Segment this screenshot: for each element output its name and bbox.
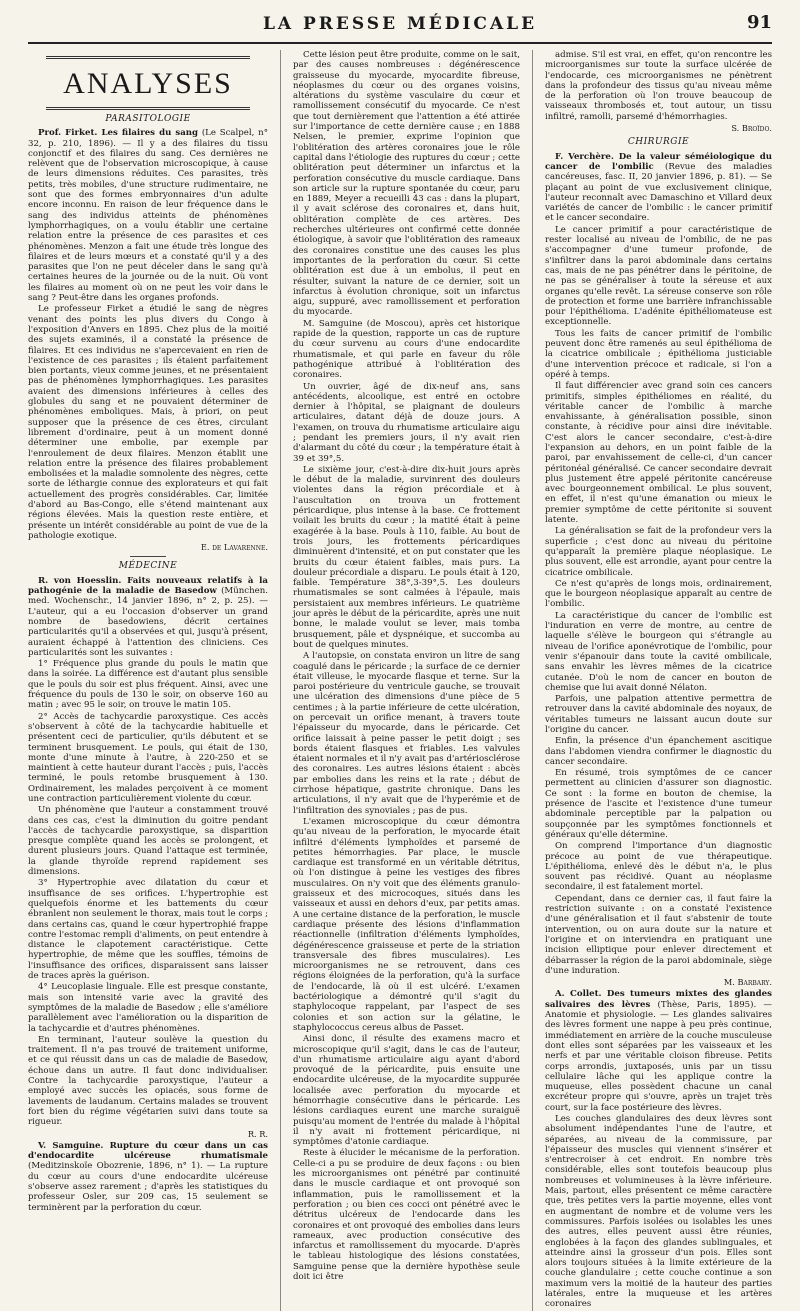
paragraph: Le professeur Firket a étudié le sang de nègres venant des points les plus divers du Congo à l'exposition d'Anvers en 1895. Chez plus de la moitié des sujets examinés, il a constaté la présence de filaires. Et ces individus ne s'apercevaient en rien de l'existence de ces parasites ; ils étaient parfaitement bien portants, vieux comme jeunes, et ne présentaient pas de phénomènes lymphorrhagiques. Les parasites avaient des dimensions inférieures à celles des globules du sang et ne pouvaient déterminer de phénomènes emboliques. Mais, à priori, on peut supposer que la présence de ces êtres, circulant librement d'ordinaire, peut à un moment donné déterminer une embolie, par exemple par l'enroulement de deux filaires. Menzon établit une relation entre la présence des filaires probablement embolisées et la maladie somnolente des nègres, cette sorte de léthargie connue des explorateurs et qui fait actuellement des progrès considérables. Car, limitée d'abord au Bas-Congo, elle s'étend maintenant aux régions élevées. Mais la question reste entière, et présente un intérêt considérable au point de vue de la pathologie exotique. [28, 304, 268, 541]
article-verchere [545, 152, 772, 224]
section-title-medecine: MÉDECINE [118, 561, 178, 572]
paragraph: Reste à élucider le mécanisme de la perforation. Celle-ci a pu se produire de deux façons : ou bien les microorganismes ont pénétré par continuité dans le muscle cardiaque et ont provoqué son inflammation, puis le ramollissement et la perforation ; ou bien ces cocci ont pénétré avec le détritus ulcéreux de l'endocarde dans les coronaires et ont provoqué des embolies dans leurs rameaux, avec production consécutive des infarctus et ramollissement du myocarde. D'après le tableau histologique des lésions constatées, Samguine pense que la dernière hypothèse seule doit ici être [293, 1148, 520, 1283]
divider [130, 556, 166, 557]
paragraph: 2° Accès de tachycardie paroxystique. Ces accès s'observent à côté de la tachycardie habituelle et présentent ceci de particulier, qu'ils débutent et se terminent brusquement. Le pouls, qui était de 130, monte d'une minute à l'autre, à 220-250 et se maintient à cette hauteur durant l'accès ; puis, l'accès terminé, le pouls retombe brusquement à 130. Ordinairement, les malades perçoivent à ce moment une contraction particulièrement violente du cœur. [28, 711, 268, 804]
article-heading: A. Collet. Des tumeurs mixtes des glandes salivaires des lèvres [545, 989, 772, 1010]
paragraph: Tous les faits de cancer primitif de l'ombilic peuvent donc être ramenés au seul épithélioma de la cicatrice ombilicale ; épithélioma justiciable d'une intervention précoce et radicale, si l'on a opéré à temps. [545, 328, 772, 380]
paragraph: 4° Leucoplasie linguale. Elle est presque constante, mais son intensité varie avec la gravité des symptômes de la maladie de Basedow ; elle s'améliore parallèlement avec l'amélioration ou la disparition de la tachycardie et d'autres phénomènes. [28, 982, 268, 1034]
article-samguine [28, 1141, 268, 1213]
signature: R. R. [247, 1128, 268, 1139]
paragraph: Les couches glandulaires des deux lèvres sont absolument indépendantes l'une de l'autre, et séparées, au niveau de la commissure, par l'épaisseur des muscles qui viennent s'insérer et s'entrecroiser à cet endroit. En nombre très considérable, elles sont toutefois beaucoup plus nombreuses et volumineuses à la lèvre inférieure. Mais, partout, elles présentent ce même caractère que, très petites vers la partie moyenne, elles vont en augmentant de nombre et de volume vers les commissures. Parfois isolées ou isolables les unes des autres, elles peuvent aussi être réunies, englobées à la façon des glandes sublinguales, et atteindre ainsi la grosseur d'un pois. Elles sont alors toujours situées à la limite extérieure de la couche glandulaire ; cette couche continue a son maximum vers la moitié de la hauteur des parties latérales, entre la muqueuse et les artères coronaires [545, 1113, 772, 1310]
paragraph: Ainsi donc, il résulte des examens macro et microscopique qu'il s'agit, dans le cas de l'auteur, d'un rhumatisme articulaire aigu ayant d'abord provoqué de la péricardite, puis ensuite une endocardite ulcéreuse, de la myocardite suppurée localisée avec perforation du myocarde et hémorrhagie consécutive dans le péricarde. Les lésions cardiaques eurent une marche suraiguë puisqu'au moment de l'entrée du malade à l'hôpital il n'y avait ni frottement péricardique, ni symptômes d'atonie cardiaque. [293, 1034, 520, 1148]
paragraph: 1° Fréquence plus grande du pouls le matin que dans la soirée. La différence est d'autant plus sensible que le pouls du soir est plus fréquent. Ainsi, avec une fréquence du pouls de 130 le soir, on observe 160 au matin ; avec 95 le soir, on trouve le matin 105. [28, 659, 268, 711]
signature: M. Barbary. [723, 977, 772, 988]
heading-rule-top [46, 56, 250, 59]
paragraph: En résumé, trois symptômes de ce cancer permettent au clinicien d'assurer son diagnostic. Ce sont : la forme en bouton de chemise, la présence de l'ascite et l'existence d'une tumeur abdominale perceptible par la palpation ou soupçonnée par les symptômes fonctionnels et généraux qu'elle détermine. [545, 768, 772, 840]
section-title-parasitologie: PARASITOLOGIE [105, 114, 191, 124]
article-heading: V. Samguine. Rupture du cœur dans un cas d'endocardite ulcéreuse rhumatismale [28, 1140, 268, 1162]
paragraph: En terminant, l'auteur soulève la question du traitement. Il n'a pas trouvé de traitement uniforme, et ce qui réussit dans un cas de maladie de Basedow, échoue dans un autre. Il faut donc individualiser. Contre la tachycardie paroxystique, l'auteur a employé avec succès les opiacés, sous forme de lavements de laudanum. Certains malades se trouvent fort bien du régime végétarien suivi dans toute sa rigueur. [28, 1034, 268, 1128]
article-text: (Revue des maladies cancéreuses, fasc. II, 20 janvier 1896, p. 81). — Se plaçant au point de vue exclusivement clinique, l'auteur reconnaît avec Damaschino et Villard deux variétés de cancer de l'ombilic : le cancer primitif et le cancer secondaire. [545, 161, 772, 224]
paragraph: L'examen microscopique du cœur démontra qu'au niveau de la perforation, le myocarde était infiltré d'éléments lymphoïdes et parsemé de petites hémorrhagies. Par place, le muscle cardiaque est transformé en un véritable détritus, où l'on distingue à peine les vestiges des fibres musculaires. On n'y voit que des éléments granulo-graisseux et des microcoques, situés dans les vaisseaux et aussi en dehors d'eux, par petits amas. A une certaine distance de la perforation, le muscle cardiaque présente des lésions d'inflammation réactionnelle (infiltration d'éléments lymphoïdes, dégénérescence graisseuse et perte de la striation transversale des fibres musculaires). Les microorganismes ne se retrouvent, dans ces régions éloignées de la perforation, qu'à la surface de l'endocarde, là où il est ulcéré. L'examen bactériologique a démontré qu'il s'agit du staphylocoque rappelant, par l'aspect de ses colonies et son action sur la gélatine, le staphylococcus cereus albus de Passet. [293, 816, 520, 1033]
paragraph: Le sixième jour, c'est-à-dire dix-huit jours après le début de la maladie, survinrent des douleurs violentes dans la région précordiale et à l'auscultation on trouva un frottement péricardique, plus intense à la base. Ce frottement voilait les bruits du cœur ; la matité était à peine exagérée à la base. Pouls à 110, faible. Au bout de trois jours, les frottements péricardiques diminuèrent d'intensité, et on put constater que les bruits du cœur étaient faibles, mais purs. La douleur précordiale a disparu. Le pouls était à 120, faible. Température 38°,3-39°,5. Les douleurs rhumatismales se sont calmées à l'épaule, mais persistaient aux membres inférieurs. Le quatrième jour après le début de la péricardite, après une nuit bonne, le malade voulut se lever, mais tomba brusquement, pâle et dyspnéique, et succomba au bout de quelques minutes. [293, 464, 520, 650]
paragraph: Cependant, dans ce dernier cas, il faut faire la restriction suivante : on a constaté l'existence d'une généralisation et il faut s'abstenir de toute intervention, ou on aura doute sur la nature et l'origine et on interviendra en pratiquant une incision elliptique pour enlever directement et débarrasser la région de la paroi abdominale, siège d'une induration. [545, 893, 772, 976]
article-text: (Meditzinskoïe Obozrenie, 1896, n° 1). — La rupture du cœur au cours d'une endocardite ulcéreuse s'observe assez rarement ; d'après les statistiques du professeur Osler, sur 209 cas, 15 seulement se terminèrent par la perforation du cœur. [28, 1161, 268, 1213]
article-hoesslin [28, 576, 268, 658]
article-text: (Le Scalpel, n° 32, p. 210, 1896). — Il y a des filaires du tissu conjonctif et des filaires du sang. Ces dernières ne relèvent que de l'observation microscopique, à cause de leurs dimensions réduites. Ces parasites, très petits, très mobiles, d'une structure rudimentaire, ne sont que des formes embryonnaires d'un adulte encore inconnu. En raison de leur fréquence dans le sang des individus atteints de phénomènes lymphorrhagiques, on a voulu établir une certaine relation entre la présence de ces parasites et ces phénomènes. Menzon a fait une étude très longue des filaires et de leurs mœurs et a constaté qu'il y a des parasites que l'on ne peut déceler dans le sang qu'à certaines heures de la journée ou de la nuit. Où vont les filaires au moment où on ne peut les voir dans le sang ? Peut-être dans les organes profonds. [28, 128, 268, 304]
article-firket [28, 128, 268, 303]
paragraph: On comprend l'importance d'un diagnostic précoce au point de vue thérapeutique. L'épithélioma, enlevé dès le début n'a, le plus souvent pas récidivé. Quant au néoplasme secondaire, il est fatalement mortel. [545, 841, 772, 893]
article-heading: F. Verchère. De la valeur séméiologique du cancer de l'ombilic [545, 151, 772, 172]
paragraph: Le cancer primitif a pour caractéristique de rester localisé au niveau de l'ombilic, de ne pas s'accompagner d'une tumeur profonde, de s'infiltrer dans la paroi abdominale dans certains cas, mais de ne pas pénétrer dans le péritoine, de ne pas se généraliser à toute la séreuse et aux organes qu'elle revêt. La séreuse conserve son rôle de protection et forme une barrière infranchissable pour l'épithélioma. L'adénite épithéliomateuse est exceptionnelle. [545, 224, 772, 328]
paragraph: Enfin, la présence d'un épanchement ascitique dans l'abdomen viendra confirmer le diagnostic du cancer secondaire. [545, 736, 772, 767]
section-title-chirurgie: CHIRURGIE [627, 137, 690, 148]
article-collet [545, 989, 772, 1113]
paragraph: Cette lésion peut être produite, comme on le sait, par des causes nombreuses : dégénérescence graisseuse du myocarde, myocardite fibreuse, néoplasmes du cœur ou des organes voisins, altérations du système vasculaire du cœur et ramollissement consécutif du myocarde. Ce n'est que tout dernièrement que l'attention a été attirée sur l'importance de cette dernière cause ; en 1888 Nelsen, le premier, exprime l'opinion que l'oblitération des artères coronaires joue le rôle capital dans l'étiologie des ruptures du cœur ; cette oblitération peut déterminer un infarctus et la perforation consécutive du muscle cardiaque. Dans son article sur la rupture spontanée du cœur, paru en 1889, Meyer a recueilli 43 cas : dans la plupart, il y avait sclérose des coronaires et, dans huit, oblitération complète de ces artères. Des recherches ultérieures ont confirmé cette donnée étiologique, à savoir que l'oblitération des rameaux des coronaires constitue une des causes les plus importantes de la perforation du cœur. Si cette oblitération est due à un embolus, il peut en résulter, suivant la nature de ce dernier, soit un infarctus à évolution chronique, soit un infarctus aigu, suppuré, avec ramollissement et perforation du myocarde. [293, 50, 520, 318]
paragraph: Ce n'est qu'après de longs mois, ordinairement, que le bourgeon néoplasique apparaît au centre de l'ombilic. [545, 578, 772, 610]
article-heading: Prof. Firket. Les filaires du sang [38, 128, 199, 139]
section-heading-analyses: ANALYSES [63, 67, 233, 100]
journal-title: LA PRESSE MÉDICALE [262, 14, 538, 34]
article-text: (München. med. Wochenschr., 14 janvier 1896, n° 2, p. 25). — L'auteur, qui a eu l'occasion d'observer un grand nombre de basedowiens, décrit certaines particularités qu'il a observées et qui, jusqu'à présent, auraient échappé à l'attention des cliniciens. Ces particularités sont les suivantes : [28, 586, 268, 658]
article-text: (Thèse, Paris, 1895). — Anatomie et physiologie. — Les glandes salivaires des lèvres forment une nappe à peu près continue, immédiatement en arrière de la couche musculeuse dont elles sont séparées par les vaisseaux et les nerfs et par une véritable cloison fibreuse. Petits corps arrondis, juxtaposés, unis par un tissu cellulaire lâche qui les applique contre la muqueuse, elles possèdent chacune un canal excréteur propre qui s'ouvre, après un trajet très court, sur la face postérieure des lèvres. [545, 999, 772, 1113]
paragraph: Un ouvrier, âgé de dix-neuf ans, sans antécédents, alcoolique, est entré en octobre dernier à l'hôpital, se plaignant de douleurs articulaires, datant déjà de douze jours. A l'examen, on trouva du rhumatisme articulaire aigu ; pendant les premiers jours, il n'y avait rien d'alarmant du côté du cœur ; la température était à 39 et 39°,5. [293, 381, 520, 464]
column-3 [532, 50, 772, 1311]
article-columns [28, 50, 772, 1310]
column-2 [280, 50, 520, 1311]
signature: E. de Lavarenne. [200, 542, 268, 553]
article-heading: R. von Hoesslin. Faits nouveaux relatifs à la pathogénie de la maladie de Basedow [28, 575, 268, 597]
column-1 [28, 50, 268, 1311]
signature: S. Broïdo. [731, 123, 772, 134]
paragraph: La généralisation se fait de la profondeur vers la superficie ; c'est donc au niveau du péritoine qu'apparaît la première plaque néoplasique. Le plus souvent, elle est arrondie, ayant pour centre la cicatrice ombilicale. [545, 526, 772, 578]
page-number: 91 [746, 12, 772, 33]
paragraph: Parfois, une palpation attentive permettra de retrouver dans la cavité abdominale des noyaux, de véritables tumeurs ne laissant aucun doute sur l'origine du cancer. [545, 694, 772, 735]
running-head [28, 8, 772, 44]
paragraph: admise. S'il est vrai, en effet, qu'on rencontre les microorganismes sur toute la surface ulcérée de l'endocarde, ces microorganismes ne pénètrent dans la profondeur des tissus qu'au niveau même de la perforation où l'on trouve beaucoup de vaisseaux thrombosés et, tout autour, un tissu infiltré, ramolli, parsemé d'hémorrhagies. [545, 50, 772, 122]
paragraph: Il faut différencier avec grand soin ces cancers primitifs, simples épithéliomes en réalité, du véritable cancer de l'ombilic à marche envahissante, à généralisation possible, sinon constante, à récidive pour ainsi dire inévitable. C'est alors le cancer secondaire, c'est-à-dire l'expansion au dehors, en un point faible de la paroi, par envahissement de celle-ci, d'un cancer péritonéal généralisé. Ce cancer secondaire devrait plus justement être appelé péritonite cancéreuse avec bourgeonnement ombilical. Le plus souvent, en effet, il n'est qu'une émanation ou mieux le premier symptôme de cette péritonite si souvent latente. [545, 381, 772, 526]
heading-rule-bottom [46, 107, 250, 110]
paragraph: A l'autopsie, on constata environ un litre de sang coagulé dans le péricarde ; la surface de ce dernier était villeuse, le myocarde flasque et terne. Sur la paroi postérieure du ventricule gauche, se trouvait une ulcération des dimensions d'une pièce de 5 centimes ; à la partie inférieure de cette ulcération, on percevait un orifice menant, à travers toute l'épaisseur du myocarde, dans le péricarde. Cet orifice laissait à peine passer le petit doigt ; ses bords étaient flasques et friables. Les valvules étaient normales et il n'y avait pas d'artériosclérose des coronaires. Les autres lésions étaient : abcès par embolies dans les reins et la rate ; début de cirrhose hépatique, gastrite chronique. Dans les articulations, il n'y avait que de l'hyperémie et de l'infiltration des synoviales ; pas de pus. [293, 651, 520, 816]
paragraph: M. Samguine (de Moscou), après cet historique rapide de la question, rapporte un cas de rupture du cœur survenu au cours d'une endocardite rhumatismale, et qui parle en faveur du rôle pathogénique attribué à l'oblitération des coronaires. [293, 318, 520, 381]
paragraph: La caractéristique du cancer de l'ombilic est l'induration en verre de montre, au centre de laquelle s'élève le bourgeon qui s'étrangle au niveau de l'orifice aponévrotique de l'ombilic, pour venir s'épanouir dans toute la cavité ombilicale, sans envahir les lèvres mêmes de la cicatrice cutanée. D'où le nom de cancer en bouton de chemise que lui avait donné Nélaton. [545, 610, 772, 693]
paragraph: Un phénomène que l'auteur a constamment trouvé dans ces cas, c'est la diminution du goitre pendant l'accès de tachycardie paroxystique, sa disparition presque complète quand les accès se prolongent, et durent plusieurs jours. Quand l'attaque est terminée, la glande thyroïde reprend rapidement ses dimensions. [28, 805, 268, 878]
paragraph: 3° Hypertrophie avec dilatation du cœur et insuffisance de ses orifices. L'hypertrophie est quelquefois énorme et les battements du cœur ébranlent non seulement le thorax, mais tout le corps ; dans certains cas, quand le cœur hypertrophié frappe contre l'estomac rempli d'aliments, on peut entendre à distance le clapotement caractéristique. Cette hypertrophie, de même que les souffles, témoins de l'insuffisance des orifices, disparaissent sans laisser de traces après la guérison. [28, 878, 268, 982]
